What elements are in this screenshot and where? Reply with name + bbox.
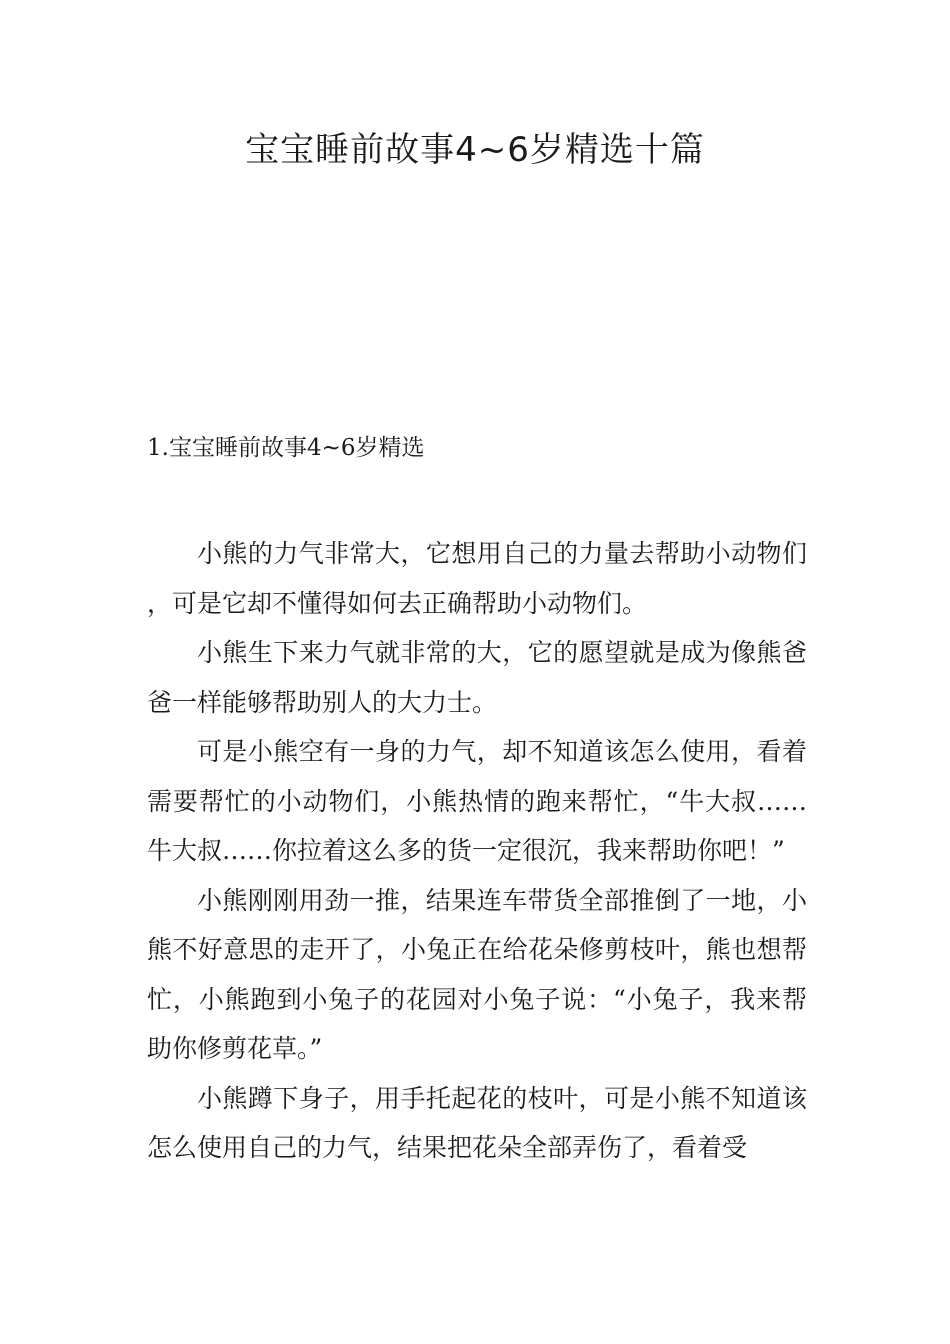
document-title: 宝宝睡前故事4~6岁精选十篇: [245, 130, 705, 170]
paragraph: 小熊蹲下身子，用手托起花的枝叶，可是小熊不知道该怎么使用自己的力气，结果把花朵全部弄伤了，看着受: [147, 1083, 807, 1162]
paragraph: 小熊生下来力气就非常的大，它的愿望就是成为像熊爸爸一样能够帮助别人的大力士。: [147, 638, 807, 717]
paragraph: 小熊的力气非常大，它想用自己的力量去帮助小动物们，可是它却不懂得如何去正确帮助小动物们。: [147, 539, 807, 618]
paragraph: 可是小熊空有一身的力气，却不知道该怎么使用，看着需要帮忙的小动物们，小熊热情的跑来帮忙，“牛大叔……牛大叔……你拉着这么多的货一定很沉，我来帮助你吧！”: [147, 737, 807, 865]
section-heading: 1.宝宝睡前故事4~6岁精选: [147, 435, 425, 461]
paragraph: 小熊刚刚用劲一推，结果连车带货全部推倒了一地，小熊不好意思的走开了，小兔正在给花朵修剪枝叶，熊也想帮忙，小熊跑到小兔子的花园对小兔子说：“小兔子，我来帮助你修剪花草。”: [147, 885, 807, 1063]
story-body: [147, 529, 807, 1173]
